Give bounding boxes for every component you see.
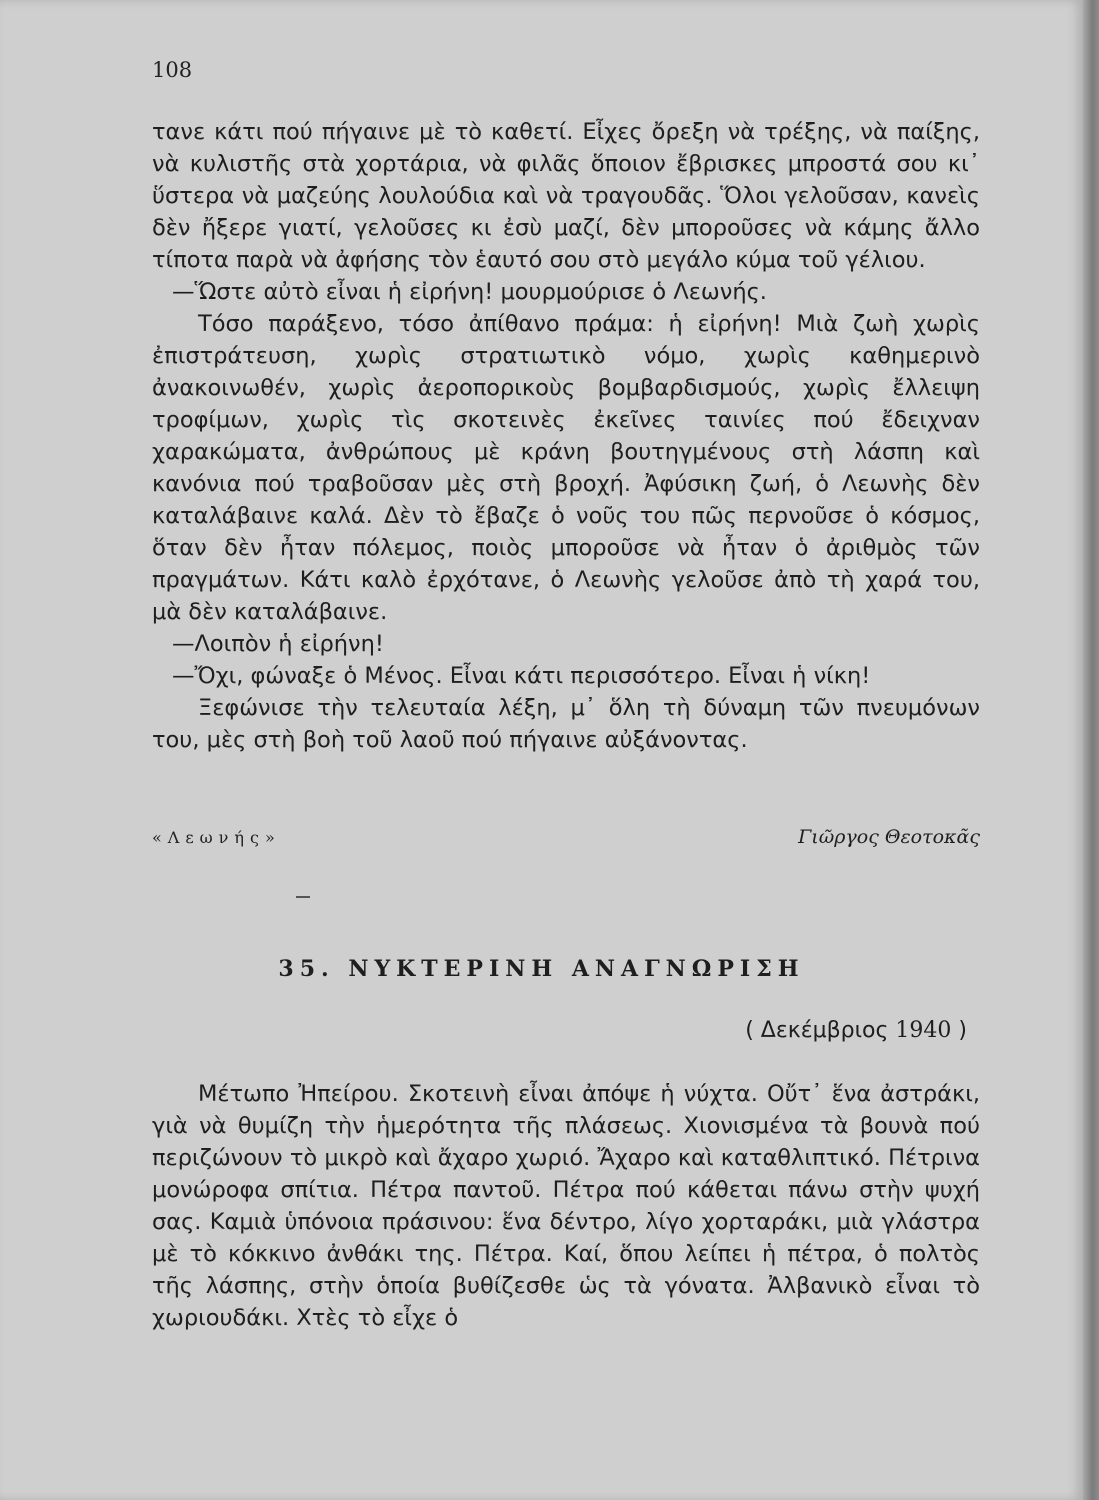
date-year: 1940 [895,1018,952,1043]
page-edge [1083,0,1099,1500]
author-name: Γιῶργος Θεοτοκᾶς [798,826,980,848]
dialogue-line: —Λοιπὸν ἡ εἰρήνη! [172,631,384,657]
paragraph: Ξεφώνισε τὴν τελευταία λέξη, μ᾽ ὅλη τὴ δύναμη τῶν πνευμόνων του, μὲς στὴ βοὴ τοῦ λαοῦ πού πήγαινε αὐξάνοντας. [152,695,980,753]
story-excerpt [152,116,980,756]
attribution [152,826,980,848]
section-date [745,1018,967,1043]
date-month: ( Δεκέμβριος [745,1018,896,1043]
section-title: 35. ΝΥΚΤΕΡΙΝΗ ΑΝΑΓΝΩΡΙΣΗ [278,956,805,982]
source-title: «Λεωνής» [152,828,281,847]
section-body [152,1078,980,1334]
separator [296,896,310,898]
page-number: 108 [152,58,193,82]
paragraph: τανε κάτι πού πήγαινε μὲ τὸ καθετί. Εἶχες ὄρεξη νὰ τρέξης, νὰ παίξης, νὰ κυλιστῆς στὰ χορτάρια, νὰ φιλᾶς ὅποιον ἔβρισκες μπροστά σου κι᾽ ὕστερα νὰ μαζεύης λουλούδια καὶ νὰ τραγουδᾶς. Ὅλοι γελοῦσαν, κανεὶς δὲν ἤξερε γιατί, γελοῦσες κι ἐσὺ μαζί, δὲν μποροῦσες νὰ κάμης ἄλλο τίποτα παρὰ νὰ ἀφήσης τὸν ἑαυτό σου στὸ μεγάλο κύμα τοῦ γέλιου. [152,119,980,273]
paragraph: Τόσο παράξενο, τόσο ἀπίθανο πράμα: ἡ εἰρήνη! Μιὰ ζωὴ χωρὶς ἐπιστράτευση, χωρὶς στρατιωτικὸ νόμο, χωρὶς καθημερινὸ ἀνακοινωθέν, χωρὶς ἀεροπορικοὺς βομβαρδισμούς, χωρὶς ἔλλειψη τροφίμων, χωρὶς τὶς σκοτεινὲς ἐκεῖνες ταινίες πού ἔδειχναν χαρακώματα, ἀνθρώπους μὲ κράνη βουτηγμένους στὴ λάσπη καὶ κανόνια πού τραβοῦσαν μὲς στὴ βροχή. Ἀφύσικη ζωή, ὁ Λεωνὴς δὲν καταλάβαινε καλά. Δὲν τὸ ἔβαζε ὁ νοῦς του πῶς περνοῦσε ὁ κόσμος, ὅταν δὲν ἦταν πόλεμος, ποιὸς μποροῦσε νὰ ἦταν ὁ ἀριθμὸς τῶν πραγμάτων. Κάτι καλὸ ἐρχότανε, ὁ Λεωνὴς γελοῦσε ἀπὸ τὴ χαρά του, μὰ δὲν καταλάβαινε. [152,311,980,625]
paragraph: Μέτωπο Ἠπείρου. Σκοτεινὴ εἶναι ἀπόψε ἡ νύχτα. Οὔτ᾽ ἕνα ἀστράκι, γιὰ νὰ θυμίζη τὴν ἡμερότητα τῆς πλάσεως. Χιονισμένα τὰ βουνὰ πού περιζώνουν τὸ μικρὸ καὶ ἄχαρο χωριό. Ἄχαρο καὶ καταθλιπτικό. Πέτρινα μονώροφα σπίτια. Πέτρα παντοῦ. Πέτρα πού κάθεται πάνω στὴν ψυχή σας. Καμιὰ ὑπόνοια πράσινου: ἕνα δέντρο, λίγο χορταράκι, μιὰ γλάστρα μὲ τὸ κόκκινο ἀνθάκι της. Πέτρα. Καί, ὅπου λείπει ἡ πέτρα, ὁ πολτὸς τῆς λάσπης, στὴν ὁποία βυθίζεσθε ὡς τὰ γόνατα. Ἀλβανικὸ εἶναι τὸ χωριουδάκι. Χτὲς τὸ εἶχε ὁ [152,1081,980,1331]
dialogue-line: —Ὥστε αὐτὸ εἶναι ἡ εἰρήνη! μουρμούρισε ὁ Λεωνής. [172,279,767,305]
date-close: ) [951,1018,967,1043]
dialogue-line: —Ὄχι, φώναξε ὁ Μένος. Εἶναι κάτι περισσότερο. Εἶναι ἡ νίκη! [172,663,871,689]
